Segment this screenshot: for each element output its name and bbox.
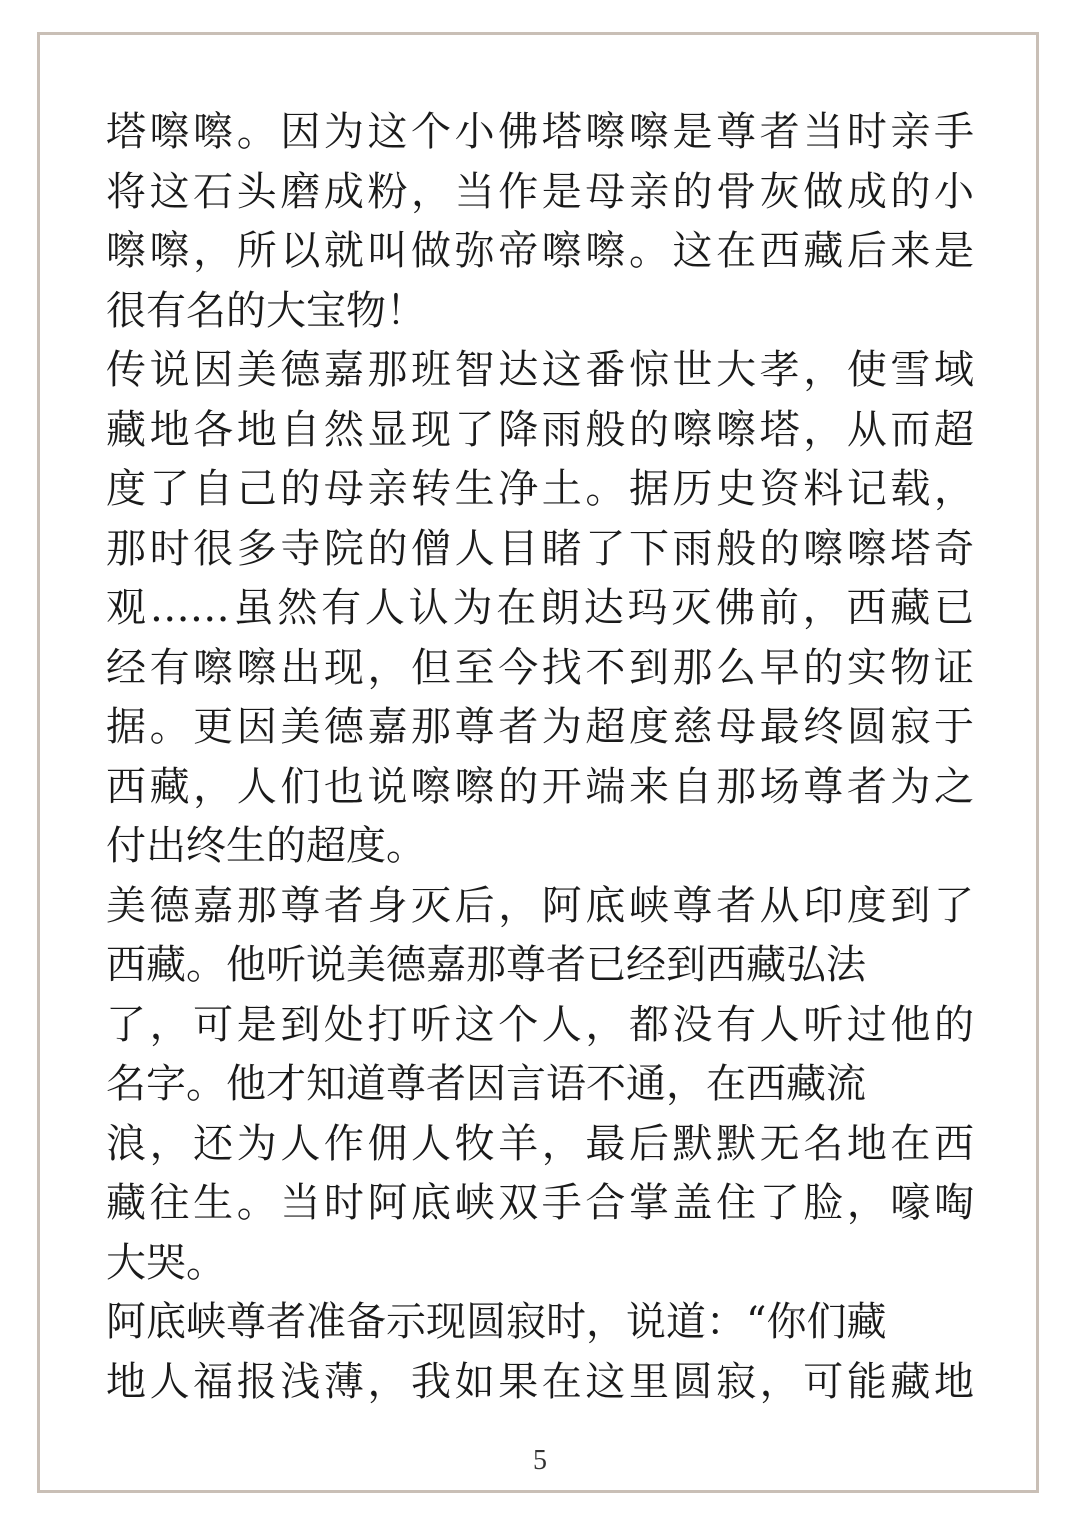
text-line: 名字。他才知道尊者因言语不通，在西藏流 — [106, 1061, 866, 1107]
text-line: 那时很多寺院的僧人目睹了下雨般的嚓嚓塔奇 — [106, 525, 974, 572]
body-text — [106, 103, 974, 1412]
text-line: 西藏。他听说美德嘉那尊者已经到西藏弘法 — [106, 942, 866, 988]
text-line: 浪，还为人作佣人牧羊，最后默默无名地在西 — [106, 1120, 974, 1167]
text-line: 嚓嚓，所以就叫做弥帝嚓嚓。这在西藏后来是 — [106, 228, 974, 274]
text-line: 美德嘉那尊者身灭后，阿底峡尊者从印度到了 — [106, 882, 974, 929]
text-line: 付出终生的超度。 — [106, 823, 426, 869]
text-line: 度了自己的母亲转生净土。据历史资料记载， — [106, 466, 974, 512]
text-line: 据。更因美德嘉那尊者为超度慈母最终圆寂于 — [106, 704, 974, 750]
text-line: 很有名的大宝物！ — [106, 287, 426, 334]
text-line: 将这石头磨成粉，当作是母亲的骨灰做成的小 — [106, 168, 974, 215]
text-line: 地人福报浅薄，我如果在这里圆寂，可能藏地 — [106, 1358, 974, 1405]
text-line: 藏地各地自然显现了降雨般的嚓嚓塔，从而超 — [106, 406, 974, 453]
text-line: 塔嚓嚓。因为这个小佛塔嚓嚓是尊者当时亲手 — [106, 109, 974, 155]
text-line: 大哭。 — [106, 1239, 226, 1286]
page-number: 5 — [533, 1445, 547, 1476]
text-line: 西藏，人们也说嚓嚓的开端来自那场尊者为之 — [106, 763, 974, 810]
text-line: 了，可是到处打听这个人，都没有人听过他的 — [106, 1001, 974, 1048]
text-line: 阿底峡尊者准备示现圆寂时，说道：“你们藏 — [106, 1299, 887, 1345]
text-line: 观……虽然有人认为在朗达玛灭佛前，西藏已 — [106, 585, 974, 631]
text-line: 经有嚓嚓出现，但至今找不到那么早的实物证 — [106, 644, 974, 691]
text-line: 传说因美德嘉那班智达这番惊世大孝，使雪域 — [106, 347, 974, 393]
text-line: 藏往生。当时阿底峡双手合掌盖住了脸，嚎啕 — [106, 1180, 974, 1226]
